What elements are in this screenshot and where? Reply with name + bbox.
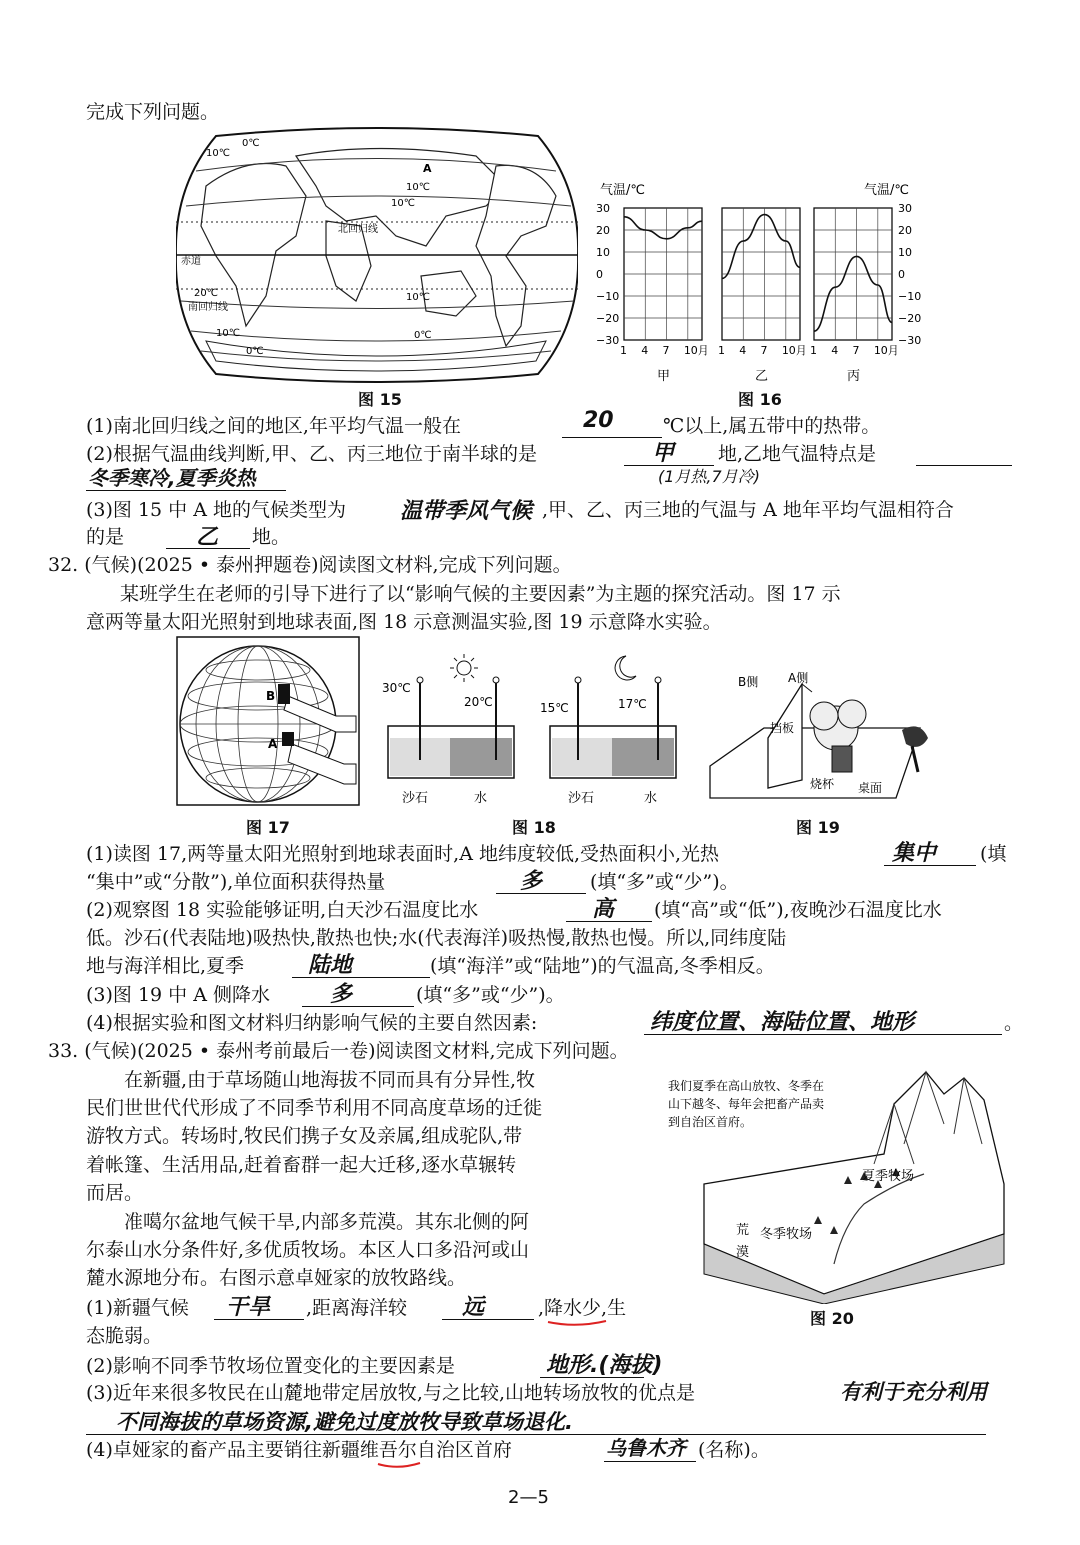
baffle-label: 挡板 [770,721,795,735]
underline-mark [546,1318,610,1328]
equator-label: 赤道 [181,256,201,267]
figure-18-caption: 图 18 [512,818,556,837]
figure-17-caption: 图 17 [246,818,290,837]
figure-16-temperature-charts [596,178,926,386]
q32-part2-text-c: 低。沙石(代表陆地)吸热快,散热也快;水(代表海洋)吸热慢,散热也慢。所以,同纬度陆 [86,927,787,949]
isotherm-label: 10℃ [206,148,230,159]
q33-material-line: 游牧方式。转场时,牧民们携子女及亲属,组成驼队,带 [86,1125,523,1147]
q32-heading: 32. (气候)(2025 • 泰州押题卷)阅读图文材料,完成下列问题。 [48,554,572,576]
q32-part2-answer: 高 [592,897,615,922]
y-tick-label: 20 [898,224,912,237]
q33-material-line: 准噶尔盆地气候干旱,内部多荒漠。其东北侧的阿 [124,1211,530,1233]
isotherm-label: 20℃ [194,288,218,299]
tropic-south-label: 南回归线 [188,302,228,313]
desk-label: 桌面 [858,781,883,795]
y-tick-label: 20 [596,224,610,237]
y-tick-label: 30 [898,202,912,215]
figure-20-caption: 图 20 [810,1309,854,1328]
q33-part3-answer2: 不同海拔的草场资源,避免过度放牧导致草场退化. [116,1410,573,1434]
q33-part4-text-end: (名称)。 [698,1439,770,1461]
q33-part3-blank [86,1434,986,1435]
q32-part1-answer2: 多 [520,869,543,894]
q31-part2-note: (1月热,7月冷) [658,467,760,486]
thermo-reading-water-day: 20℃ [464,695,493,709]
chart-name-label: 甲 [657,369,671,384]
q33-material-line: 在新疆,由于草场随山地海拔不同而具有分异性,牧 [124,1069,536,1091]
isotherm-label: 10℃ [406,292,430,303]
q33-part4-blank [604,1461,696,1462]
y-axis-label-right: 气温/℃ [864,183,909,198]
y-tick-label: −30 [596,334,620,347]
q32-part4-answer: 纬度位置、海陆位置、地形 [650,1010,915,1035]
q31-part3-answer: 温带季风气候 [400,499,533,524]
thermo-reading-sand-day: 30℃ [382,681,411,695]
summer-pasture-label: 夏季牧场 [862,1169,915,1184]
q32-part1-text-d: (填“多”或“少”)。 [590,871,739,893]
q32-part1-answer: 集中 [892,841,937,866]
q33-part1-text-c: ,降水少,生 [538,1297,627,1319]
desert-label: 漠 [736,1245,750,1260]
q33-part1-text: (1)新疆气候 [86,1297,189,1319]
intro-text: 完成下列问题。 [86,101,220,123]
chart-name-label: 丙 [847,369,861,384]
isotherm-label: 10℃ [216,328,240,339]
y-tick-label: 0 [596,268,603,281]
x-tick-label: 4 [739,344,747,357]
q31-part2-blank2 [916,465,1012,466]
figure-19-caption: 图 19 [796,818,840,837]
x-tick-label: 1 [620,344,627,357]
q31-part2-answer2: 冬季寒冷,夏季炎热 [88,466,256,490]
point-a-label: A [268,737,278,751]
fig20-note-line: 到自治区首府。 [668,1115,753,1129]
winter-pasture-label: 冬季牧场 [760,1227,813,1242]
q31-part3-answer2: 乙 [196,525,219,550]
x-tick-label: 7 [760,344,768,357]
q33-part4-answer: 乌鲁木齐 [606,1436,686,1460]
underline-mark [376,1460,422,1470]
q33-part1-text-d: 态脆弱。 [86,1325,163,1347]
q33-material-line: 着帐篷、生活用品,赶着畜群一起大迁移,逐水草辗转 [86,1154,517,1176]
q32-part3-text: (3)图 19 中 A 侧降水 [86,984,270,1006]
q33-part2-answer: 地形.(海拔) [546,1353,663,1378]
q32-part4-text-end: 。 [1004,1012,1024,1034]
sun-icon [450,654,478,682]
q32-part2-text: (2)观察图 18 实验能够证明,白天沙石温度比水 [86,899,479,921]
sand-label: 沙石 [568,791,595,806]
q32-part3-blank [302,1006,414,1007]
q31-part3-text-mid: ,甲、乙、丙三地的气温与 A 地年平均气温相符合 [542,499,954,521]
desert-label: 荒 [736,1223,750,1238]
fig20-note-line: 山下越冬、每年会把畜产品卖 [668,1097,825,1111]
q32-part1-text: (1)读图 17,两等量太阳光照射到地球表面时,A 地纬度较低,受热面积小,光热 [86,843,720,865]
isotherm-label: 10℃ [391,198,415,209]
water-label: 水 [644,791,658,806]
figure-18-thermometer-experiment [378,650,690,810]
fig20-note-line: 我们夏季在高山放牧、冬季在 [668,1079,825,1093]
figure-17-globe [176,636,360,806]
figure-16-caption: 图 16 [738,390,782,409]
thermo-reading-sand-night: 15℃ [540,701,569,715]
x-tick-label: 4 [831,344,839,357]
point-b-label: B [266,689,276,703]
q33-part1-blank2 [442,1319,534,1320]
q31-part1-blank [562,437,662,438]
q32-part4-text: (4)根据实验和图文材料归纳影响气候的主要自然因素: [86,1012,538,1034]
q31-part1-text-end: ℃以上,属五带中的热带。 [663,415,881,437]
q32-part1-text-c: “集中”或“分散”),单位面积获得热量 [86,871,386,893]
y-tick-label: −20 [596,312,620,325]
water-label: 水 [474,791,488,806]
q33-material-line: 麓水源地分布。右图示意卓娅家的放牧路线。 [86,1267,467,1289]
q32-part2-text-d: 地与海洋相比,夏季 [86,955,245,977]
q32-part2-text-e: (填“海洋”或“陆地”)的气温高,冬季相反。 [430,955,775,977]
q32-part2-text-b: (填“高”或“低”),夜晚沙石温度比水 [654,899,942,921]
moon-icon [615,656,636,680]
x-tick-label: 10月 [683,344,709,357]
tropic-north-label: 北回归线 [338,224,378,235]
q32-part3-answer: 多 [330,982,353,1007]
figure-19-precipitation-experiment [706,668,944,806]
q31-part3-text: (3)图 15 中 A 地的气候类型为 [86,499,346,521]
q32-material-line2: 意两等量太阳光照射到地球表面,图 18 示意测温实验,图 19 示意降水实验。 [86,611,722,633]
x-tick-label: 4 [641,344,649,357]
q31-part2-answer: 甲 [652,441,675,466]
isotherm-label: 0℃ [414,330,432,341]
thermo-reading-water-night: 17℃ [618,697,647,711]
q31-part1-text: (1)南北回归线之间的地区,年平均气温一般在 [86,415,461,437]
sand-label: 沙石 [402,791,429,806]
q33-part1-text-b: ,距离海洋较 [306,1297,408,1319]
q32-part2-answer2: 陆地 [308,953,353,978]
x-tick-label: 7 [662,344,670,357]
q33-part3-text: (3)近年来很多牧民在山麓地带定居放牧,与之比较,山地转场放牧的优点是 [86,1382,695,1404]
page-number: 2—5 [508,1487,549,1508]
y-tick-label: −10 [596,290,620,303]
x-tick-label: 7 [852,344,860,357]
q33-material-line: 尔泰山水分条件好,多优质牧场。本区人口多沿河或山 [86,1239,530,1261]
q33-part3-answer: 有利于充分利用 [840,1380,987,1404]
q33-heading: 33. (气候)(2025 • 泰州考前最后一卷)阅读图文材料,完成下列问题。 [48,1040,629,1062]
figure-20-pasture-diagram [664,1064,1024,1304]
q31-part2-blank3 [86,490,286,491]
a-side-label: A侧 [788,671,809,685]
x-tick-label: 10月 [873,344,899,357]
q33-part2-text: (2)影响不同季节牧场位置变化的主要因素是 [86,1355,455,1377]
q33-material-line: 民们世世代代形成了不同季节利用不同高度草场的迁徙 [86,1097,543,1119]
point-a-label: A [423,162,432,175]
x-tick-label: 1 [810,344,817,357]
y-tick-label: −30 [898,334,922,347]
q33-part1-answer: 干旱 [226,1295,271,1320]
y-tick-label: 30 [596,202,610,215]
y-tick-label: 10 [596,246,610,259]
b-side-label: B侧 [738,675,759,689]
q33-material-line: 而居。 [86,1182,144,1204]
q31-part2-text: (2)根据气温曲线判断,甲、乙、丙三地位于南半球的是 [86,443,537,465]
q33-part1-answer2: 远 [462,1295,485,1320]
y-tick-label: −20 [898,312,922,325]
q31-part3-text-end: 地。 [252,526,291,548]
q32-material-line1: 某班学生在老师的引导下进行了以“影响气候的主要因素”为主题的探究活动。图 17 示 [120,583,841,605]
q31-part1-answer: 20 [583,408,614,433]
q31-part3-text-b: 的是 [86,526,125,548]
isotherm-label: 10℃ [406,182,430,193]
y-tick-label: −10 [898,290,922,303]
q32-part3-text-b: (填“多”或“少”)。 [416,984,565,1006]
chart-name-label: 乙 [755,369,769,384]
q31-part2-text-mid: 地,乙地气温特点是 [718,443,877,465]
q33-part4-text: (4)卓娅家的畜产品主要销往新疆维吾尔自治区首府 [86,1439,512,1461]
isotherm-label: 0℃ [242,138,260,149]
y-tick-label: 0 [898,268,905,281]
isotherm-label: 0℃ [246,346,264,357]
x-tick-label: 10月 [781,344,807,357]
q32-part1-text-b: (填 [980,843,1007,865]
figure-15-caption: 图 15 [358,390,402,409]
y-axis-label-left: 气温/℃ [600,183,645,198]
figure-15-world-map [176,126,578,384]
beaker-label: 烧杯 [810,777,835,791]
x-tick-label: 1 [718,344,725,357]
y-tick-label: 10 [898,246,912,259]
